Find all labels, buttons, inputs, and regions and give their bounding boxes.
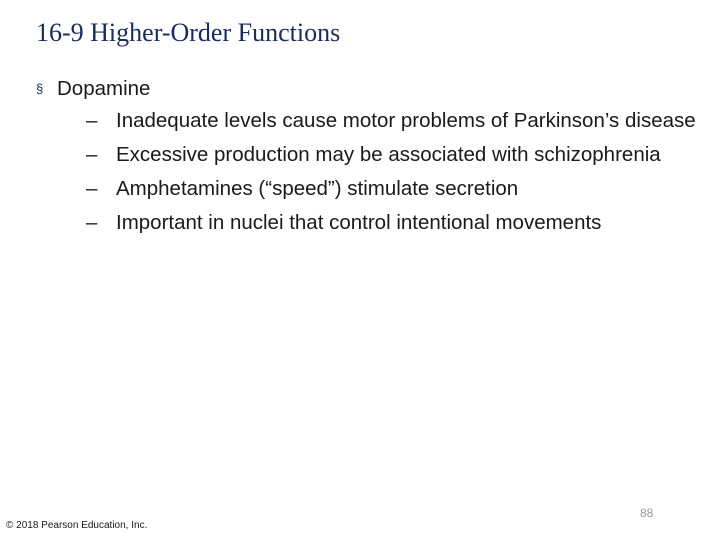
sub-bullet-text: Excessive production may be associated with schizophrenia	[116, 143, 661, 166]
sub-bullet-list	[57, 106, 696, 237]
copyright-notice: © 2018 Pearson Education, Inc.	[6, 520, 148, 531]
bullet-marker-icon: §	[36, 81, 44, 96]
sub-bullet-item	[57, 208, 696, 237]
sub-bullet-item	[57, 140, 696, 169]
dash-marker: –	[86, 211, 98, 234]
dash-marker: –	[86, 109, 98, 132]
slide-content	[36, 74, 696, 242]
dash-marker: –	[86, 143, 98, 166]
sub-bullet-text: Inadequate levels cause motor problems of Parkinson’s disease	[116, 109, 696, 132]
sub-bullet-text: Amphetamines (“speed”) stimulate secretion	[116, 177, 519, 200]
page-number: 88	[640, 506, 654, 520]
slide-title: 16-9 Higher-Order Functions	[36, 18, 341, 47]
sub-bullet-item	[57, 174, 696, 203]
bullet-text: Dopamine	[57, 77, 151, 100]
sub-bullet-item	[57, 106, 696, 135]
sub-bullet-text: Important in nuclei that control intentional movements	[116, 211, 602, 234]
bullet-dopamine	[36, 74, 696, 237]
dash-marker: –	[86, 177, 98, 200]
